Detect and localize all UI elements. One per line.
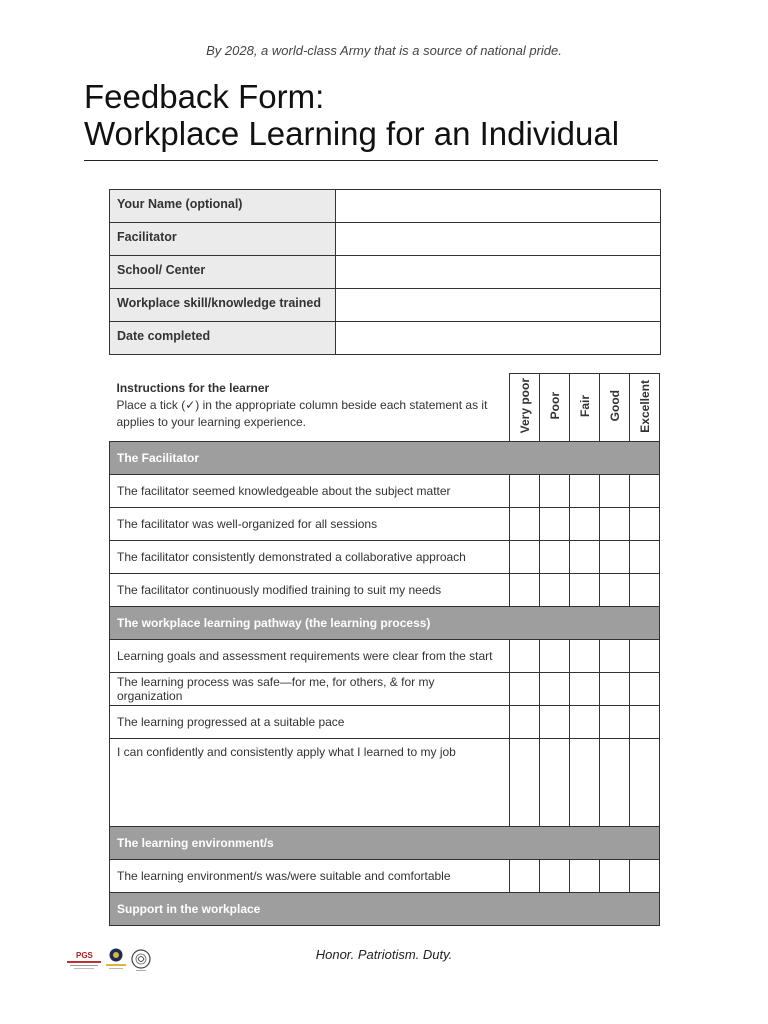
rating-cell[interactable] bbox=[570, 640, 600, 673]
column-header-fair bbox=[570, 374, 600, 442]
excellent-label: Excellent bbox=[637, 379, 652, 433]
table-row bbox=[110, 860, 660, 893]
name-field[interactable] bbox=[336, 190, 661, 223]
statement: The learning progressed at a suitable pace bbox=[110, 706, 510, 739]
statement: I can confidently and consistently apply what I learned to my job bbox=[110, 739, 510, 827]
statement: The learning process was safe—for me, for others, & for my organization bbox=[110, 673, 510, 706]
rating-cell[interactable] bbox=[600, 574, 630, 607]
rating-cell[interactable] bbox=[570, 508, 600, 541]
info-row bbox=[110, 289, 661, 322]
column-header-poor bbox=[540, 374, 570, 442]
rating-cell[interactable] bbox=[600, 673, 630, 706]
rating-cell[interactable] bbox=[540, 673, 570, 706]
section-header-row bbox=[110, 607, 660, 640]
good-label: Good bbox=[607, 390, 622, 422]
rating-cell[interactable] bbox=[570, 860, 600, 893]
statement: The facilitator seemed knowledgeable about the subject matter bbox=[110, 475, 510, 508]
rating-cell[interactable] bbox=[510, 860, 540, 893]
column-header-excellent bbox=[630, 374, 660, 442]
rating-cell[interactable] bbox=[510, 475, 540, 508]
rating-cell[interactable] bbox=[630, 706, 660, 739]
page-title bbox=[84, 78, 658, 161]
rating-cell[interactable] bbox=[540, 860, 570, 893]
section-title-facilitator: The Facilitator bbox=[110, 442, 660, 475]
rating-cell[interactable] bbox=[600, 706, 630, 739]
rating-cell[interactable] bbox=[540, 508, 570, 541]
skill-trained-label: Workplace skill/knowledge trained bbox=[110, 289, 336, 322]
section-header-row bbox=[110, 893, 660, 926]
statement: The facilitator was well-organized for all sessions bbox=[110, 508, 510, 541]
rating-cell[interactable] bbox=[540, 541, 570, 574]
rating-cell[interactable] bbox=[510, 640, 540, 673]
table-row bbox=[110, 475, 660, 508]
rating-cell[interactable] bbox=[570, 574, 600, 607]
rating-cell[interactable] bbox=[570, 706, 600, 739]
table-row bbox=[110, 739, 660, 827]
rating-cell[interactable] bbox=[600, 475, 630, 508]
rating-cell[interactable] bbox=[630, 739, 660, 827]
info-row bbox=[110, 256, 661, 289]
name-label: Your Name (optional) bbox=[110, 190, 336, 223]
rating-cell[interactable] bbox=[510, 541, 540, 574]
facilitator-label: Facilitator bbox=[110, 223, 336, 256]
learner-info-table bbox=[109, 189, 661, 355]
rating-cell[interactable] bbox=[630, 860, 660, 893]
rating-cell[interactable] bbox=[540, 574, 570, 607]
rating-cell[interactable] bbox=[600, 541, 630, 574]
section-title-learning-pathway: The workplace learning pathway (the learning process) bbox=[110, 607, 660, 640]
instructions-text: Place a tick (✓) in the appropriate column beside each statement as it applies to your learning experience. bbox=[116, 398, 488, 429]
date-completed-label: Date completed bbox=[110, 322, 336, 355]
rating-cell[interactable] bbox=[600, 860, 630, 893]
table-row bbox=[110, 640, 660, 673]
rating-cell[interactable] bbox=[540, 640, 570, 673]
rating-cell[interactable] bbox=[510, 739, 540, 827]
date-completed-field[interactable] bbox=[336, 322, 661, 355]
tagline: By 2028, a world-class Army that is a source of national pride. bbox=[206, 43, 562, 58]
rating-cell[interactable] bbox=[540, 706, 570, 739]
skill-trained-field[interactable] bbox=[336, 289, 661, 322]
rating-cell[interactable] bbox=[510, 508, 540, 541]
facilitator-field[interactable] bbox=[336, 223, 661, 256]
rating-cell[interactable] bbox=[540, 475, 570, 508]
table-row bbox=[110, 706, 660, 739]
table-row bbox=[110, 541, 660, 574]
rating-cell[interactable] bbox=[630, 574, 660, 607]
info-row bbox=[110, 190, 661, 223]
statement: The facilitator continuously modified training to suit my needs bbox=[110, 574, 510, 607]
table-row bbox=[110, 508, 660, 541]
instructions bbox=[110, 374, 510, 442]
table-row bbox=[110, 673, 660, 706]
rating-cell[interactable] bbox=[630, 508, 660, 541]
title-line-2: Workplace Learning for an Individual bbox=[84, 115, 620, 152]
rating-cell[interactable] bbox=[510, 706, 540, 739]
instructions-heading: Instructions for the learner bbox=[116, 381, 270, 395]
statement: The learning environment/s was/were suitable and comfortable bbox=[110, 860, 510, 893]
rating-header-row bbox=[110, 374, 660, 442]
section-header-row bbox=[110, 442, 660, 475]
rating-table bbox=[109, 373, 660, 926]
section-header-row bbox=[110, 827, 660, 860]
column-header-very-poor bbox=[510, 374, 540, 442]
column-header-good bbox=[600, 374, 630, 442]
rating-cell[interactable] bbox=[510, 574, 540, 607]
rating-cell[interactable] bbox=[630, 475, 660, 508]
rating-cell[interactable] bbox=[540, 739, 570, 827]
svg-text:PGS: PGS bbox=[76, 951, 93, 960]
rating-cell[interactable] bbox=[570, 475, 600, 508]
rating-cell[interactable] bbox=[630, 541, 660, 574]
very-poor-label: Very poor bbox=[517, 378, 532, 434]
rating-cell[interactable] bbox=[570, 541, 600, 574]
footer-motto: Honor. Patriotism. Duty. bbox=[315, 947, 453, 962]
title-line-1: Feedback Form: bbox=[84, 78, 325, 115]
rating-cell[interactable] bbox=[510, 673, 540, 706]
info-row bbox=[110, 322, 661, 355]
section-title-workplace-support: Support in the workplace bbox=[110, 893, 660, 926]
school-center-label: School/ Center bbox=[110, 256, 336, 289]
poor-label: Poor bbox=[547, 392, 562, 420]
rating-cell[interactable] bbox=[600, 640, 630, 673]
statement: The facilitator consistently demonstrated a collaborative approach bbox=[110, 541, 510, 574]
rating-cell[interactable] bbox=[630, 640, 660, 673]
info-row bbox=[110, 223, 661, 256]
school-center-field[interactable] bbox=[336, 256, 661, 289]
rating-cell[interactable] bbox=[600, 739, 630, 827]
section-title-learning-environment: The learning environment/s bbox=[110, 827, 660, 860]
rating-cell[interactable] bbox=[570, 673, 600, 706]
table-row bbox=[110, 574, 660, 607]
statement: Learning goals and assessment requirements were clear from the start bbox=[110, 640, 510, 673]
rating-cell[interactable] bbox=[630, 673, 660, 706]
fair-label: Fair bbox=[577, 394, 592, 417]
rating-cell[interactable] bbox=[570, 739, 600, 827]
rating-cell[interactable] bbox=[600, 508, 630, 541]
